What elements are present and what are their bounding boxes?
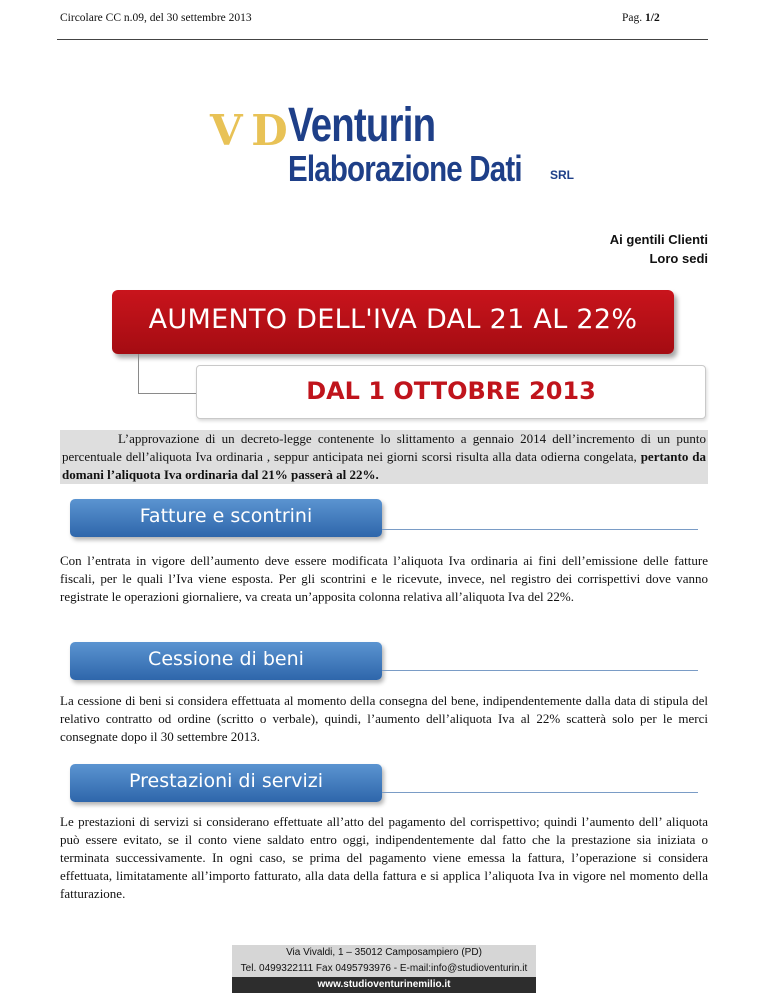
banner-connector — [138, 354, 200, 394]
logo-subtitle: Elaborazione Dati — [288, 148, 522, 189]
header-circular-ref: Circolare CC n.09, del 30 settembre 2013 — [60, 12, 252, 24]
header-divider — [57, 39, 708, 40]
section-rule — [382, 670, 698, 671]
logo-suffix: SRL — [550, 168, 574, 182]
effective-date: DAL 1 OTTOBRE 2013 — [306, 377, 596, 405]
recipients-block — [610, 230, 708, 268]
recipients-line-1: Ai gentili Clienti — [609, 232, 708, 247]
intro-paragraph: L’approvazione di un decreto-legge contenente lo slittamento a gennaio 2014 dell’incremento di un punto percentuale dell’aliquota Iva ordinaria , seppur anticipata nei giorni scorsi risulta alla data odierna congelata, pertanto da domani l’aliquota Iva ordinaria dal 21% passerà al 22%. — [62, 431, 707, 482]
recipients-line-2: Loro sedi — [649, 251, 708, 266]
section-title-fatture: Fatture e scontrini — [70, 499, 382, 537]
section-title-prestazioni: Prestazioni di servizi — [70, 764, 382, 802]
date-banner — [196, 365, 706, 419]
section-text-cessione: La cessione di beni si considera effettuata al momento della consegna del bene, indipendentemente dalla data di stipula del relativo contratto od ordine (scritto o verbale), quindi, l’aumento dell’aliquota Iva al 22% scatterà solo per le merci consegnate dopo il 30 settembre 2013. — [60, 693, 708, 744]
section-text-fatture: Con l’entrata in vigore dell’aumento deve essere modificata l’aliquota Iva ordinaria ai fini dell’emissione delle fatture fiscali, per le quali l’Iva viene esposta. Per gli scontrini e le ricevute, invece, nel registro dei corrispettivi dove vanno registrate le operazioni giornaliere, va creata un’apposita colonna relativa all’aliquota Iva del 22%. — [60, 553, 708, 604]
company-logo — [210, 98, 590, 194]
section-text-prestazioni: Le prestazioni di servizi si considerano effettuate all’atto del pagamento del corrispettivo; quindi l’aumento dell’ aliquota può essere evitato, se il conto viene saldato entro oggi, indipendentemente dal fatto che la prestazione sia iniziata o terminata successivamente. In ogni caso, se prima del pagamento viene emessa la fattura, l’operazione si considera effettuata, limitatamente all’importo fatturato, alla data della fattura e si applica l’aliquota Iva in vigore nel momento della fatturazione. — [60, 814, 708, 901]
header-page-number: Pag. 1/2 — [622, 12, 660, 24]
footer-website-link[interactable]: www.studioventurinemilio.it — [232, 977, 536, 993]
section-rule — [382, 529, 698, 530]
logo-name: Venturin — [288, 99, 436, 152]
section-title-cessione: Cessione di beni — [70, 642, 382, 680]
section-rule — [382, 792, 698, 793]
footer-contacts: Tel. 0499322111 Fax 0495793976 - E-mail:info@studioventurin.it — [232, 961, 536, 977]
logo-mark: V D — [210, 106, 285, 155]
main-title-banner — [112, 290, 674, 354]
intro-highlight: pertanto da domani l’aliquota Iva ordinaria dal 21% passerà al 22%. — [62, 449, 707, 482]
footer-address: Via Vivaldi, 1 – 35012 Camposampiero (PD) — [232, 945, 536, 961]
main-title: AUMENTO DELL'IVA DAL 21 AL 22% — [148, 304, 638, 335]
